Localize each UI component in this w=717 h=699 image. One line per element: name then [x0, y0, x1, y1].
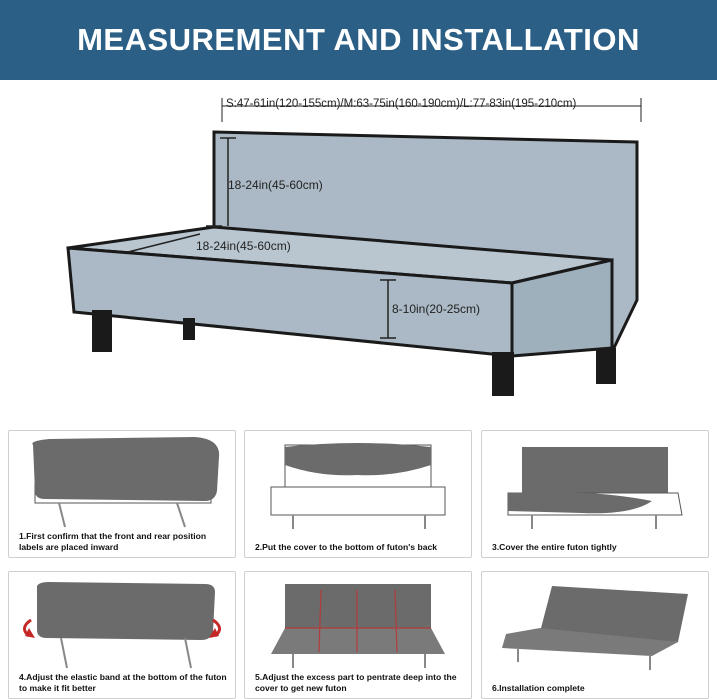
step-panel-5: [244, 571, 472, 699]
page-title: MEASUREMENT AND INSTALLATION: [77, 22, 640, 57]
seat-thickness-label: 8-10in(20-25cm): [392, 302, 481, 316]
step-3-illustration: [482, 431, 708, 557]
step-6-illustration: [482, 572, 708, 698]
step-5-caption: 5.Adjust the excess part to pentrate deep into the cover to get new futon: [255, 672, 457, 693]
measurement-diagram: [0, 80, 717, 410]
step-4-caption: 4.Adjust the elastic band at the bottom of the futon to make it fit better: [19, 672, 227, 693]
leg-back-left: [183, 318, 195, 340]
step-panel-2: [244, 430, 472, 558]
futon-measurement-illustration: [0, 80, 717, 410]
title-banner: [0, 0, 717, 80]
step-panel-1: [8, 430, 236, 558]
back-height-label: 18-24in(45-60cm): [228, 178, 323, 192]
step-6-caption: 6.Installation complete: [492, 683, 585, 693]
leg-back-right: [596, 348, 616, 384]
step-2-caption: 2.Put the cover to the bottom of futon's back: [255, 542, 438, 552]
step-2-illustration: [245, 431, 471, 557]
step-1-caption: 1.First confirm that the front and rear position labels are placed inward: [19, 531, 207, 552]
seat-depth-label: 18-24in(45-60cm): [196, 239, 291, 253]
step-panel-3: [481, 430, 709, 558]
step-panel-6: [481, 571, 709, 699]
leg-front-left: [92, 310, 112, 352]
leg-front-right: [492, 352, 514, 396]
step-3-caption: 3.Cover the entire futon tightly: [492, 542, 617, 552]
sizes-label: S:47-61in(120-155cm)/M:63-75in(160-190cm)/L:77-83in(195-210cm): [226, 98, 577, 110]
step-panel-4: [8, 571, 236, 699]
